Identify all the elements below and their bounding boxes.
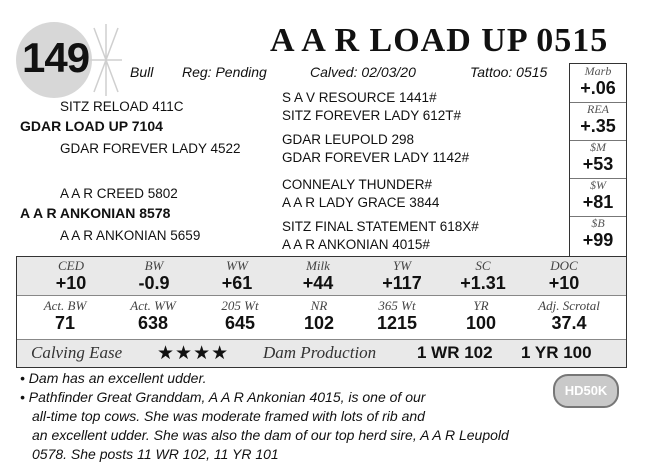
epd-side-column: [569, 63, 627, 257]
actual-205-wt-label: 205 Wt: [221, 298, 259, 313]
epd-ww-label: WW: [226, 258, 248, 273]
pedigree-dam-sire: A A R CREED 5802: [60, 186, 178, 201]
actual-nr: [279, 299, 359, 333]
epd-doc: [524, 259, 604, 293]
note-line: • Dam has an excellent udder.: [20, 370, 207, 386]
actual-bw-value: 71: [54, 313, 76, 333]
calving-ease-label: Calving Ease: [31, 343, 123, 362]
epd-bw-label: BW: [144, 258, 164, 273]
actual-bw-label: Act. BW: [43, 298, 87, 313]
pedigree-sire-dam-sire: GDAR LEUPOLD 298: [282, 132, 415, 147]
actual-365-wt-label: 365 Wt: [378, 298, 416, 313]
actual-adj-scrotal-value: 37.4: [551, 313, 587, 333]
epd-ww: [197, 259, 277, 293]
epd-ced: [31, 259, 111, 293]
epd-ced-value: +10: [55, 273, 87, 293]
dam-production-wr: 1 WR 102: [417, 343, 493, 362]
note-line: an excellent udder. She was also the dam of our top herd sire, A A R Leupold: [32, 427, 509, 443]
epd-w-label: $W: [590, 178, 606, 192]
epd-bw: [114, 259, 194, 293]
epd-milk: [278, 259, 358, 293]
pedigree-sire: GDAR LOAD UP 7104: [20, 118, 163, 134]
epd-sc: [443, 259, 523, 293]
watermark-logo: [86, 20, 126, 100]
epd-m-label: $M: [590, 140, 606, 154]
actual-bw: [25, 299, 105, 333]
tattoo-label: Tattoo: 0515: [470, 64, 548, 80]
actual-nr-value: 102: [303, 313, 335, 333]
epd-ced-label: CED: [58, 258, 84, 273]
note-line: • Pathfinder Great Granddam, A A R Ankonian 4015, is one of our: [20, 389, 426, 405]
actual-yr: [441, 299, 521, 333]
epd-m: [570, 140, 626, 179]
pedigree-dam-sire-dam: A A R LADY GRACE 3844: [282, 195, 440, 210]
dam-production-yr: 1 YR 100: [521, 343, 592, 362]
epd-marb: [570, 64, 626, 103]
epd-yw-label: YW: [392, 258, 412, 273]
actual-nr-label: NR: [310, 298, 328, 313]
pedigree-sire-sire-dam: SITZ FOREVER LADY 612T#: [282, 108, 462, 123]
epd-b-label: $B: [591, 216, 605, 230]
epd-yw: [362, 259, 442, 293]
performance-grid: [16, 256, 627, 368]
epd-b-value: +99: [582, 230, 614, 250]
registration-label: Reg: Pending: [182, 64, 267, 80]
pedigree-dam-dam-sire: SITZ FINAL STATEMENT 618X#: [282, 219, 479, 234]
actual-yr-label: YR: [473, 298, 489, 313]
pedigree-dam-sire-sire: CONNEALY THUNDER#: [282, 177, 433, 192]
pedigree-sire-dam-dam: GDAR FOREVER LADY 1142#: [282, 150, 470, 165]
epd-w-value: +81: [582, 192, 614, 212]
dam-production-label: Dam Production: [263, 343, 377, 362]
note-line: 0578. She posts 11 WR 102, 11 YR 101: [32, 446, 279, 462]
sex-label: Bull: [130, 64, 154, 80]
epd-rea-label: REA: [587, 102, 609, 116]
epd-b: [570, 216, 626, 254]
actual-205-wt-value: 645: [224, 313, 256, 333]
epd-bw-value: -0.9: [138, 273, 170, 293]
actual-adj-scrotal: [514, 299, 624, 333]
pedigree-dam-dam-dam: A A R ANKONIAN 4015#: [282, 237, 430, 252]
pedigree-sire-sire: SITZ RELOAD 411C: [60, 99, 184, 114]
animal-name-title: A A R LOAD UP 0515: [270, 22, 609, 59]
hd50k-badge: HD50K: [553, 374, 619, 408]
epd-rea: [570, 102, 626, 141]
epd-milk-value: +44: [302, 273, 334, 293]
pedigree-sire-dam: GDAR FOREVER LADY 4522: [60, 141, 241, 156]
epd-m-value: +53: [582, 154, 614, 174]
epd-doc-value: +10: [548, 273, 580, 293]
actual-ww-value: 638: [137, 313, 169, 333]
epd-marb-value: +.06: [580, 78, 616, 98]
calved-date-label: Calved: 02/03/20: [310, 64, 416, 80]
actual-yr-value: 100: [465, 313, 497, 333]
actual-365-wt: [357, 299, 437, 333]
notes: [20, 369, 540, 464]
epd-marb-label: Marb: [584, 64, 612, 78]
pedigree-dam: A A R ANKONIAN 8578: [20, 205, 171, 221]
epd-ww-value: +61: [221, 273, 253, 293]
epd-yw-value: +117: [382, 273, 422, 293]
epd-doc-label: DOC: [550, 258, 578, 273]
pedigree-dam-dam: A A R ANKONIAN 5659: [60, 228, 201, 243]
actual-365-wt-value: 1215: [376, 313, 418, 333]
actual-ww-label: Act. WW: [130, 298, 176, 313]
pedigree-sire-sire-sire: S A V RESOURCE 1441#: [282, 90, 437, 105]
lot-number: 149: [22, 34, 90, 81]
epd-sc-label: SC: [475, 258, 491, 273]
epd-rea-value: +.35: [580, 116, 616, 136]
row-divider: [17, 295, 626, 296]
actual-ww: [113, 299, 193, 333]
epd-w: [570, 178, 626, 217]
calving-ease-stars: ★★★★: [157, 343, 230, 364]
note-line: all-time top cows. She was moderate framed with lots of rib and: [32, 408, 425, 424]
actual-adj-scrotal-label: Adj. Scrotal: [538, 298, 600, 313]
epd-milk-label: Milk: [306, 258, 330, 273]
actual-205-wt: [200, 299, 280, 333]
epd-sc-value: +1.31: [460, 273, 506, 293]
